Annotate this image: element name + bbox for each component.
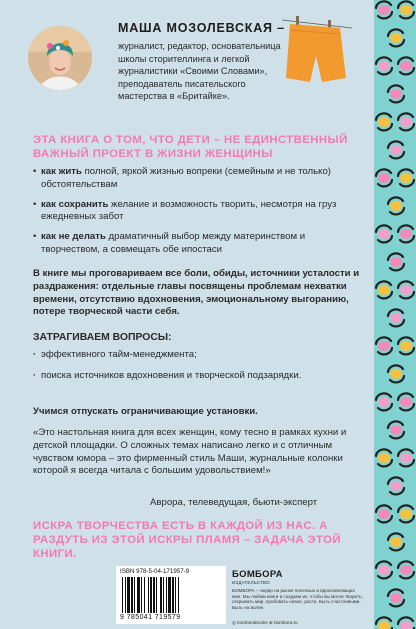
leopard-spot — [378, 397, 390, 407]
topics-list — [33, 349, 363, 391]
publisher-logo — [232, 569, 283, 585]
barcode-bar — [156, 577, 157, 613]
isbn-label: ISBN 978-5-04-171957-9 — [120, 568, 190, 575]
closing-statement: ИСКРА ТВОРЧЕСТВА ЕСТЬ В КАЖДОЙ ИЗ НАС. А РАЗДУТЬ ИЗ ЭТОЙ ИСКРЫ ПЛАМЯ – ЗАДАЧА ЭТОЙ КНИГИ. — [33, 520, 341, 560]
leopard-spot — [400, 61, 412, 71]
leopard-spot — [378, 173, 390, 183]
leopard-spot — [378, 5, 390, 15]
bullet-bold: как жить — [41, 166, 82, 177]
barcode-graphic — [120, 577, 210, 613]
headline: ЭТА КНИГА О ТОМ, ЧТО ДЕТИ – НЕ ЕДИНСТВЕННЫЙ ВАЖНЫЙ ПРОЕКТ В ЖИЗНИ ЖЕНЩИНЫ — [33, 134, 348, 160]
barcode-box — [116, 566, 226, 624]
leopard-spot — [400, 5, 412, 15]
leopard-spot — [390, 313, 402, 323]
leopard-spot — [400, 565, 412, 575]
description-paragraph: В книге мы проговариваем все боли, обиды, источники усталости и раздражения: отдельные главы посвящены проблемам нехватки времени, отсутствию вдохновения, эмоциональному выгоранию, потере творческой части себя. — [33, 268, 360, 318]
leopard-spot — [400, 621, 412, 629]
publisher-subtitle: ИЗДАТЕЛЬСТВО — [232, 580, 270, 585]
author-bio: журналист, редактор, основательница школы сторителлинга и легкой журналистики «Своими Словами», преподаватель писательского мастерства в «Бритайке». — [118, 41, 281, 102]
leopard-spot — [390, 257, 402, 267]
leopard-spot — [400, 397, 412, 407]
leopard-spot — [378, 453, 390, 463]
leopard-spot — [378, 61, 390, 71]
publisher-name: БОМБОРА — [232, 569, 283, 580]
topic-item: · поиска источников вдохновения и творческой подзарядки. — [33, 370, 363, 383]
leopard-spot — [378, 509, 390, 519]
publisher-social: ◎ bomborabooks ⊕ bombora.ru — [232, 620, 298, 625]
bullet-bold: как сохранить — [41, 198, 109, 210]
barcode-bar — [168, 577, 171, 613]
barcode-bar — [166, 577, 167, 613]
leopard-spot — [390, 145, 402, 155]
author-name: МАША МОЗОЛЕВСКАЯ – — [118, 21, 285, 35]
barcode-digits: 9 785041 719579 — [120, 614, 181, 621]
testimonial-quote: «Это настольная книга для всех женщин, кому тесно в рамках кухни и детской площадки. О сложных темах написано легко и с отличным чувством юмора – это фирменный стиль Маши, журнальные колонки которой я всегда читала с большим удовольствием!» — [33, 427, 347, 477]
leopard-spot — [400, 117, 412, 127]
leopard-spot — [390, 369, 402, 379]
leopard-spot — [378, 285, 390, 295]
topic-item: · эффективного тайм-менеджмента; — [33, 349, 363, 362]
shorts-illustration — [282, 8, 352, 88]
leopard-spot — [390, 537, 402, 547]
leopard-spot — [378, 229, 390, 239]
barcode-bar — [163, 577, 164, 613]
barcode-bar — [134, 577, 135, 613]
barcode-bar — [137, 577, 140, 613]
bullet-bold: как не делать — [41, 231, 106, 243]
bullet-text: желание и возможность творить, несмотря на груз ежедневных забот — [41, 198, 337, 223]
barcode-bar — [160, 577, 162, 613]
leopard-spot — [390, 481, 402, 491]
bullet-item — [33, 199, 363, 225]
barcode-bar — [144, 577, 145, 613]
leopard-spot — [400, 453, 412, 463]
author-photo — [28, 26, 92, 90]
barcode-bar — [153, 577, 155, 613]
bullet-item — [33, 231, 363, 257]
learn-statement: Учимся отпускать ограничивающие установки. — [33, 406, 258, 417]
leopard-spot — [400, 173, 412, 183]
topics-title: ЗАТРАГИВАЕМ ВОПРОСЫ: — [33, 332, 172, 343]
leopard-spot — [400, 285, 412, 295]
barcode-bar — [122, 577, 123, 613]
barcode-bar — [150, 577, 152, 613]
leopard-spot — [378, 341, 390, 351]
leopard-spot — [390, 593, 402, 603]
leopard-spot — [400, 341, 412, 351]
barcode-bar — [175, 577, 176, 613]
barcode-bar — [178, 577, 179, 613]
barcode-bar — [131, 577, 133, 613]
testimonial-author: Аврора, телеведущая, бьюти-эксперт — [150, 497, 318, 508]
barcode-bar — [148, 577, 149, 613]
bullet-text: драматичный выбор между материнством и творчеством, а совмещать обе ипостаси — [41, 231, 306, 255]
barcode-bar — [141, 577, 142, 613]
leopard-spot — [400, 509, 412, 519]
bullet-list — [33, 166, 363, 264]
barcode-bar — [125, 577, 126, 613]
leopard-spot — [390, 201, 402, 211]
bullet-item — [33, 166, 363, 192]
bullet-text: полной, яркой жизнью вопреки (семейным и не только) обстоятельствам — [41, 166, 331, 190]
barcode-bar — [127, 577, 130, 613]
leopard-pattern-strip — [374, 0, 416, 629]
leopard-spot — [400, 229, 412, 239]
leopard-spot — [378, 565, 390, 575]
author-portrait-graphic — [28, 26, 92, 90]
publisher-description: БОМБОРА – лидер на рынке полезных и вдохновляющих книг. Мы любим книги и создаем их, чтобы вы могли творить, открывать мир, пробовать новое, расти. Быть счастливыми. Быть на волне. — [232, 588, 363, 610]
barcode-bar — [172, 577, 174, 613]
leopard-spot — [378, 117, 390, 127]
leopard-spot — [390, 89, 402, 99]
leopard-spot — [390, 425, 402, 435]
leopard-spot — [378, 621, 390, 629]
leopard-pattern-graphic — [374, 0, 416, 629]
leopard-spot — [390, 33, 402, 43]
